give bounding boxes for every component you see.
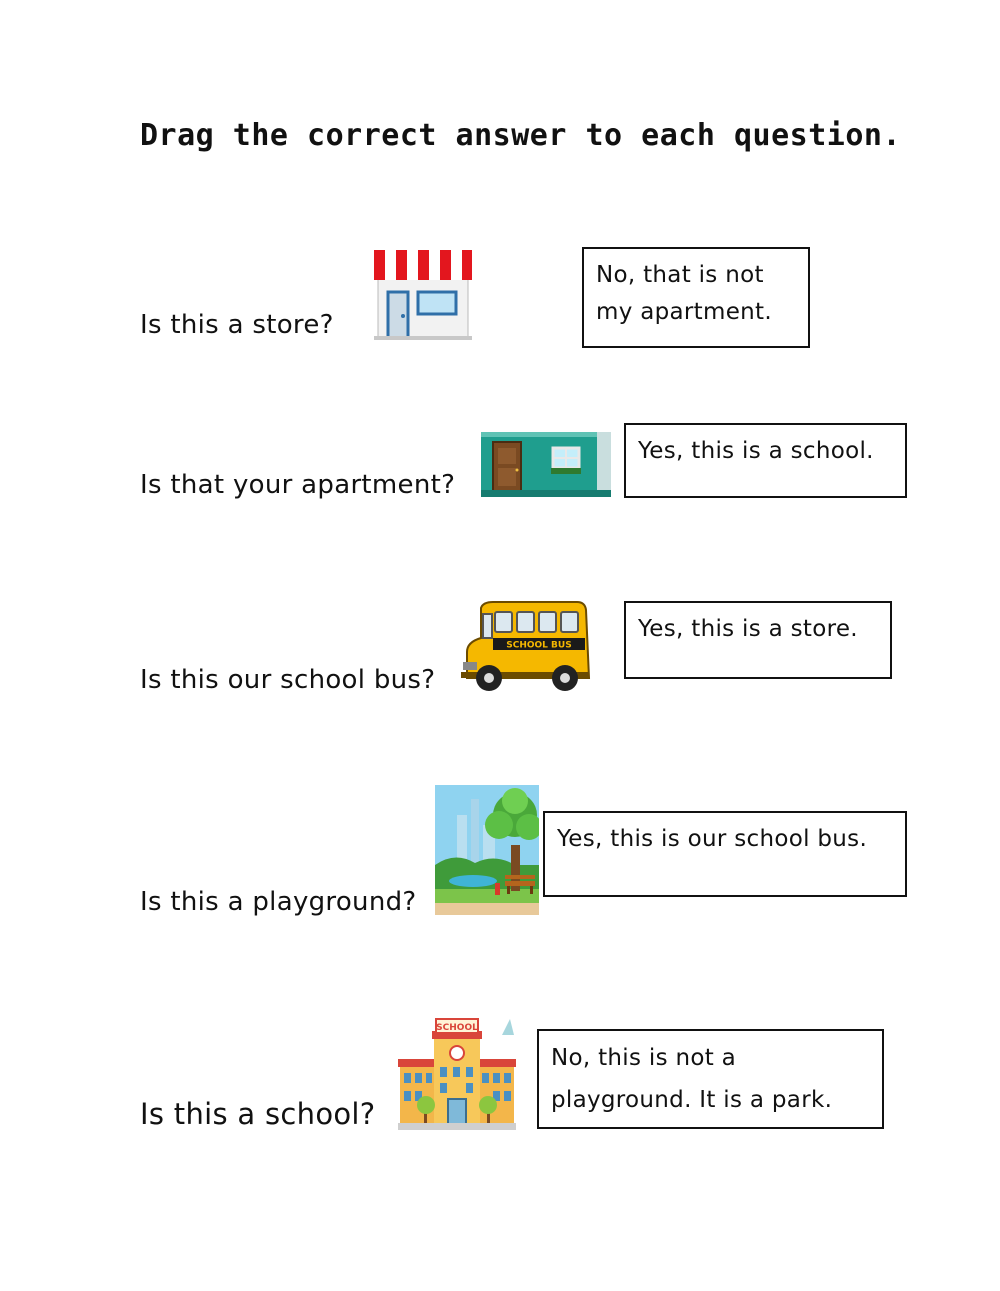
answer-card[interactable] (537, 1029, 884, 1129)
question-school-bus: Is this our school bus? (140, 665, 436, 695)
park-icon (435, 785, 539, 915)
question-apartment: Is that your apartment? (140, 470, 456, 500)
bus-label: SCHOOL BUS (506, 640, 572, 651)
store-icon (372, 246, 474, 340)
answer-card[interactable] (543, 811, 907, 897)
apartment-icon (481, 432, 611, 497)
instruction-heading: Drag the correct answer to each question. (140, 118, 902, 153)
school-bus-icon (459, 600, 592, 693)
question-store: Is this a store? (140, 310, 334, 340)
answer-card[interactable] (582, 247, 810, 348)
question-playground: Is this a playground? (140, 887, 417, 917)
school-building-icon (398, 1015, 516, 1130)
answer-card[interactable] (624, 423, 907, 498)
school-sign: SCHOOL (436, 1023, 478, 1033)
answer-line: Yes, this is our school bus. (557, 826, 868, 852)
answer-line: playground. It is a park. (551, 1087, 833, 1113)
question-school: Is this a school? (140, 1097, 376, 1131)
answer-card[interactable] (624, 601, 892, 679)
answer-line: No, that is not (596, 262, 764, 288)
answer-line: my apartment. (596, 299, 772, 325)
answer-line: Yes, this is a school. (638, 438, 874, 464)
answer-line: No, this is not a (551, 1045, 737, 1071)
answer-line: Yes, this is a store. (638, 616, 858, 642)
